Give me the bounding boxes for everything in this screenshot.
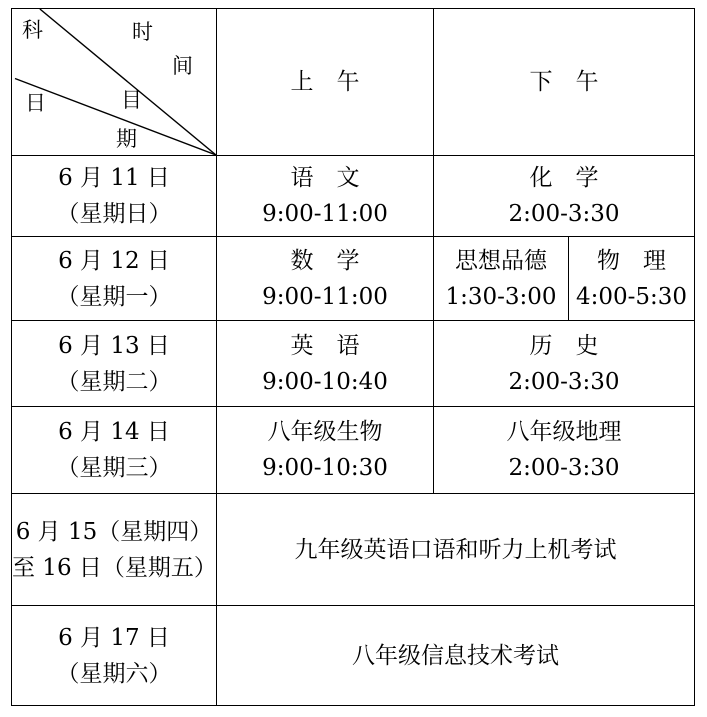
morning-exam-cell (217, 156, 434, 237)
schedule-row (12, 156, 695, 237)
exam-schedule-table (11, 8, 695, 706)
schedule-row (12, 407, 695, 494)
header-afternoon: 下 午 (434, 9, 695, 156)
weekday-text: （星期三） (56, 455, 172, 481)
date-cell (12, 237, 217, 321)
all-day-event-cell: 九年级英语口语和听力上机考试 (217, 494, 695, 606)
date-cell (12, 407, 217, 494)
weekday-text: （星期二） (56, 368, 172, 395)
subject-name: 化 学 (529, 165, 599, 191)
subject-name: 英 语 (290, 332, 360, 359)
exam-time: 9:00-10:30 (262, 455, 388, 481)
date-cell (12, 606, 217, 706)
afternoon-exam-cell (434, 407, 695, 494)
subject-name: 历 史 (529, 332, 599, 359)
schedule-row (12, 494, 695, 606)
schedule-row (12, 606, 695, 706)
subject-name: 八年级生物 (267, 419, 383, 445)
morning-exam-cell (217, 407, 434, 494)
weekday-text: （星期六） (56, 660, 172, 687)
corner-label-qi: 期 (116, 127, 137, 151)
subject-name: 思想品德 (455, 247, 547, 274)
date-cell (12, 156, 217, 237)
exam-time: 2:00-3:30 (508, 368, 620, 395)
schedule-row (12, 321, 695, 407)
date-cell (12, 321, 217, 407)
exam-time: 2:00-3:30 (508, 455, 620, 481)
date-text: 6 月 12 日 (58, 247, 170, 274)
afternoon-exam-cell-first (434, 237, 569, 321)
weekday-text: （星期日） (56, 201, 172, 227)
exam-time: 9:00-10:40 (262, 368, 388, 395)
weekday-text: （星期一） (56, 283, 172, 310)
corner-label-ri: 日 (25, 91, 46, 115)
exam-time: 4:00-5:30 (575, 283, 688, 310)
morning-exam-cell (217, 321, 434, 407)
corner-label-jian: 间 (172, 54, 193, 78)
corner-label-ke: 科 (22, 18, 43, 42)
corner-label-mu: 目 (121, 88, 142, 112)
date-text: 6 月 14 日 (58, 419, 170, 445)
date-text: 6 月 17 日 (58, 624, 170, 651)
diagonal-header-cell (12, 9, 217, 156)
date-text: 6 月 13 日 (58, 332, 170, 359)
exam-time: 2:00-3:30 (508, 201, 620, 227)
subject-name: 八年级地理 (506, 419, 622, 445)
exam-time: 9:00-11:00 (262, 201, 388, 227)
subject-name: 物 理 (597, 247, 666, 274)
subject-name: 语 文 (290, 165, 360, 191)
subject-name: 数 学 (290, 247, 360, 274)
afternoon-exam-cell (434, 321, 695, 407)
afternoon-exam-cell-second (569, 237, 695, 321)
exam-time: 1:30-3:00 (445, 283, 557, 310)
header-row (12, 9, 695, 156)
schedule-row (12, 237, 695, 321)
date-text: 6 月 11 日 (58, 165, 170, 191)
all-day-event-cell: 八年级信息技术考试 (217, 606, 695, 706)
afternoon-exam-cell (434, 156, 695, 237)
header-morning: 上 午 (217, 9, 434, 156)
morning-exam-cell (217, 237, 434, 321)
date-cell: 6 月 15（星期四）至 16 日（星期五） (12, 494, 217, 606)
corner-label-shi: 时 (132, 20, 153, 44)
exam-time: 9:00-11:00 (262, 283, 388, 310)
